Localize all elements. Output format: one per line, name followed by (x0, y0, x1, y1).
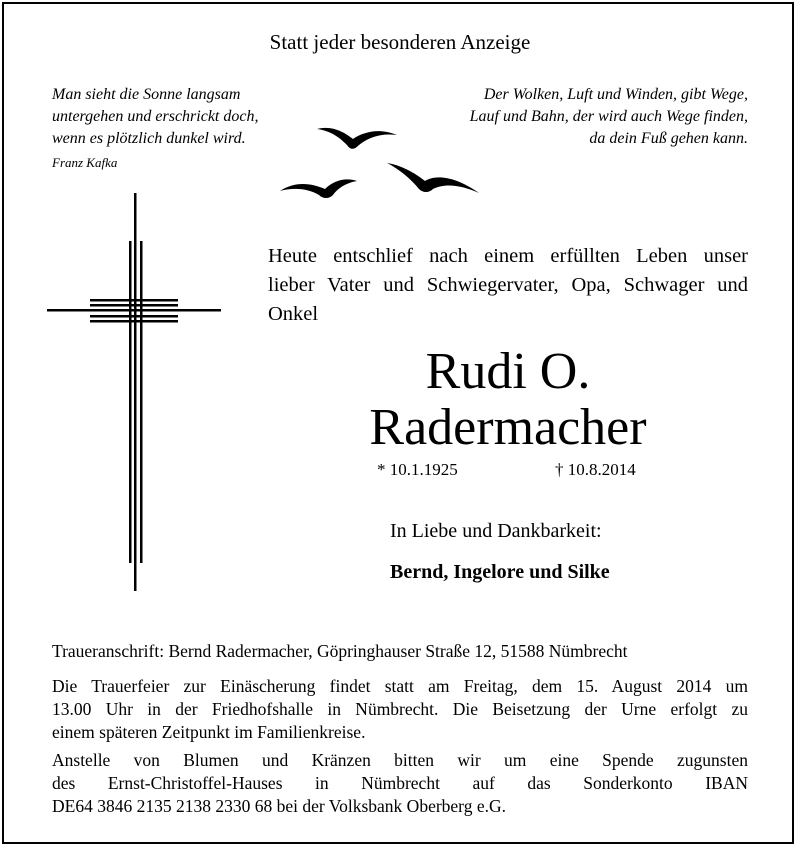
birds-icon (275, 115, 485, 205)
intro-text (268, 242, 748, 329)
cross-icon (45, 193, 225, 593)
donation-line: DE64 3846 2135 2138 2330 68 bei der Volksbank Oberberg e.G. (52, 796, 506, 816)
quote-left-line: wenn es plötzlich dunkel wird. (52, 130, 246, 147)
intro-line: lieber Vater und Schwiegervater, Opa, Schwager und (268, 274, 748, 296)
quote-right-line: da dein Fuß gehen kann. (589, 130, 748, 147)
intro-line: Heute entschlief nach einem erfüllten Leben unser (268, 245, 748, 267)
quote-author: Franz Kafka (52, 155, 118, 170)
deceased-name-first: Rudi O. (425, 343, 591, 400)
mourning-address: Traueranschrift: Bernd Radermacher, Göpringhauser Straße 12, 51588 Nümbrecht (52, 641, 628, 661)
ceremony-line: einem späteren Zeitpunkt im Familienkreise. (52, 722, 366, 742)
signers: Bernd, Ingelore und Silke (390, 561, 610, 583)
notice-header: Statt jeder besonderen Anzeige (269, 30, 531, 54)
ceremony-line: 13.00 Uhr in der Friedhofshalle in Nümbrecht. Die Beisetzung der Urne erfolgt zu (52, 699, 748, 719)
donation-line: des Ernst-Christoffel-Hauses in Nümbrecht auf das Sonderkonto IBAN (52, 773, 748, 793)
ceremony-paragraph (52, 675, 748, 744)
death-date: † 10.8.2014 (555, 460, 636, 479)
quote-left-line: Man sieht die Sonne langsam (52, 86, 241, 103)
quote-right-line: Der Wolken, Luft und Winden, gibt Wege, (483, 86, 748, 103)
donation-paragraph (52, 749, 748, 818)
thanks-line: In Liebe und Dankbarkeit: (390, 520, 602, 542)
birth-date: * 10.1.1925 (377, 460, 458, 479)
quote-right-line: Lauf und Bahn, der wird auch Wege finden, (469, 108, 748, 125)
quote-left-line: untergehen und erschrickt doch, (52, 108, 259, 125)
donation-line: Anstelle von Blumen und Kränzen bitten wir um eine Spende zugunsten (52, 750, 748, 770)
ceremony-line: Die Trauerfeier zur Einäscherung findet statt am Freitag, dem 15. August 2014 um (52, 676, 748, 696)
intro-line: Onkel (268, 303, 319, 325)
deceased-name-last: Radermacher (369, 399, 647, 456)
